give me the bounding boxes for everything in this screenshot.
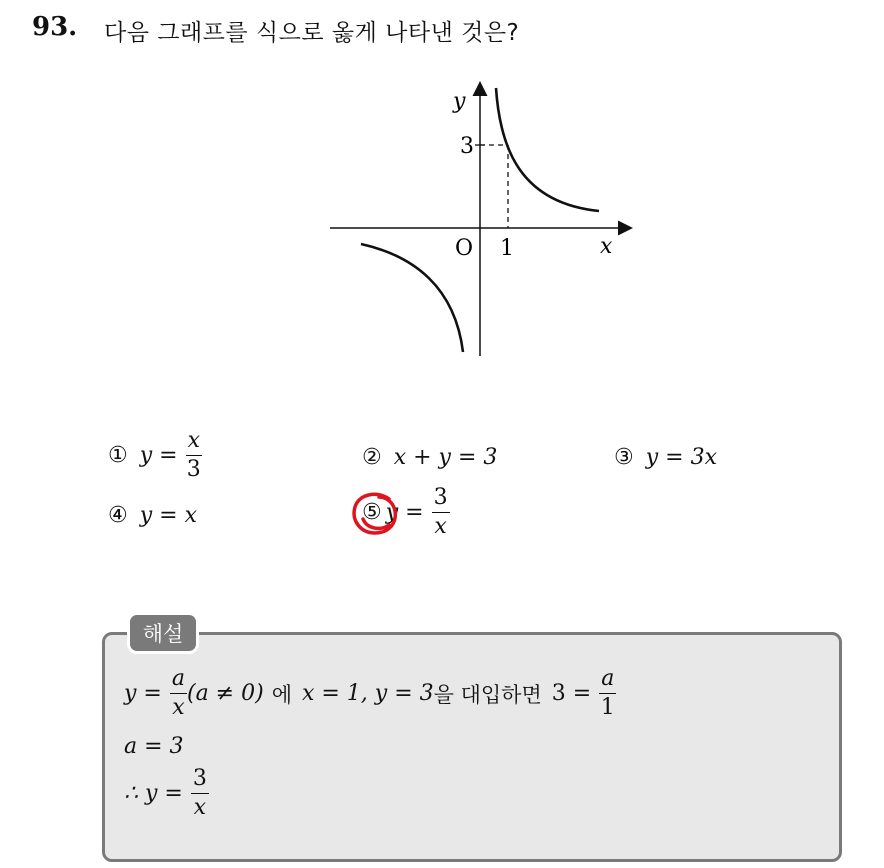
fraction	[186, 430, 202, 481]
solution-expr: ∴ y =	[124, 781, 183, 806]
red-circle-stroke	[354, 494, 395, 533]
solution-expr: x = 1, y = 3	[301, 681, 434, 706]
fraction-numerator: 3	[432, 487, 450, 513]
solution-box	[102, 632, 842, 862]
solution-condition: (a ≠ 0)	[186, 681, 264, 706]
choice-expr: x + y = 3	[393, 445, 498, 470]
choice-2	[362, 445, 497, 470]
choice-number: ⑤	[362, 500, 382, 525]
solution-korean-text: 에	[271, 682, 292, 707]
choice-expr: y = 3x	[645, 445, 717, 470]
choice-4	[108, 503, 197, 528]
choice-1	[108, 430, 202, 481]
fraction	[432, 487, 450, 538]
x-axis-label: x	[600, 234, 613, 259]
fraction	[599, 668, 616, 719]
choice-expr: y = x	[139, 503, 197, 528]
curve-first-quadrant	[496, 88, 599, 211]
solution-expr: y =	[124, 681, 162, 706]
solution-line-3	[124, 768, 209, 819]
x-tick-label: 1	[500, 236, 514, 261]
fraction-denominator: 1	[600, 695, 615, 720]
fraction-numerator: a	[599, 668, 616, 694]
solution-expr: 3 =	[551, 681, 592, 706]
solution-expr: a = 3	[124, 734, 184, 759]
fraction	[170, 668, 187, 719]
choice-expr: y =	[139, 443, 178, 468]
question-text: 다음 그래프를 식으로 옳게 나타낸 것은?	[104, 20, 520, 46]
choice-number: ④	[108, 503, 128, 528]
curve-third-quadrant	[361, 244, 463, 352]
choice-3	[614, 445, 717, 470]
fraction-numerator: x	[186, 430, 202, 456]
question-number: 93.	[32, 12, 78, 42]
fraction-denominator: x	[172, 695, 185, 720]
choice-expr: y =	[385, 500, 424, 525]
fraction-numerator: 3	[191, 768, 209, 794]
fraction-numerator: a	[170, 668, 187, 694]
solution-tag: 해설	[127, 612, 199, 654]
fraction	[191, 768, 209, 819]
answer-circle-mark	[349, 489, 403, 539]
y-tick-label: 3	[460, 134, 474, 159]
choice-number: ①	[108, 443, 128, 468]
fraction-denominator: x	[434, 514, 447, 539]
choice-number: ②	[362, 445, 382, 470]
fraction-denominator: x	[193, 795, 207, 820]
solution-korean-text: 을 대입하면	[433, 682, 542, 707]
choice-number: ③	[614, 445, 634, 470]
y-axis-label: y	[453, 89, 466, 114]
solution-line-1	[124, 668, 616, 719]
hyperbola-graph	[320, 78, 640, 368]
fraction-denominator: 3	[186, 457, 201, 482]
origin-label: O	[455, 236, 474, 261]
solution-line-2	[124, 734, 184, 759]
